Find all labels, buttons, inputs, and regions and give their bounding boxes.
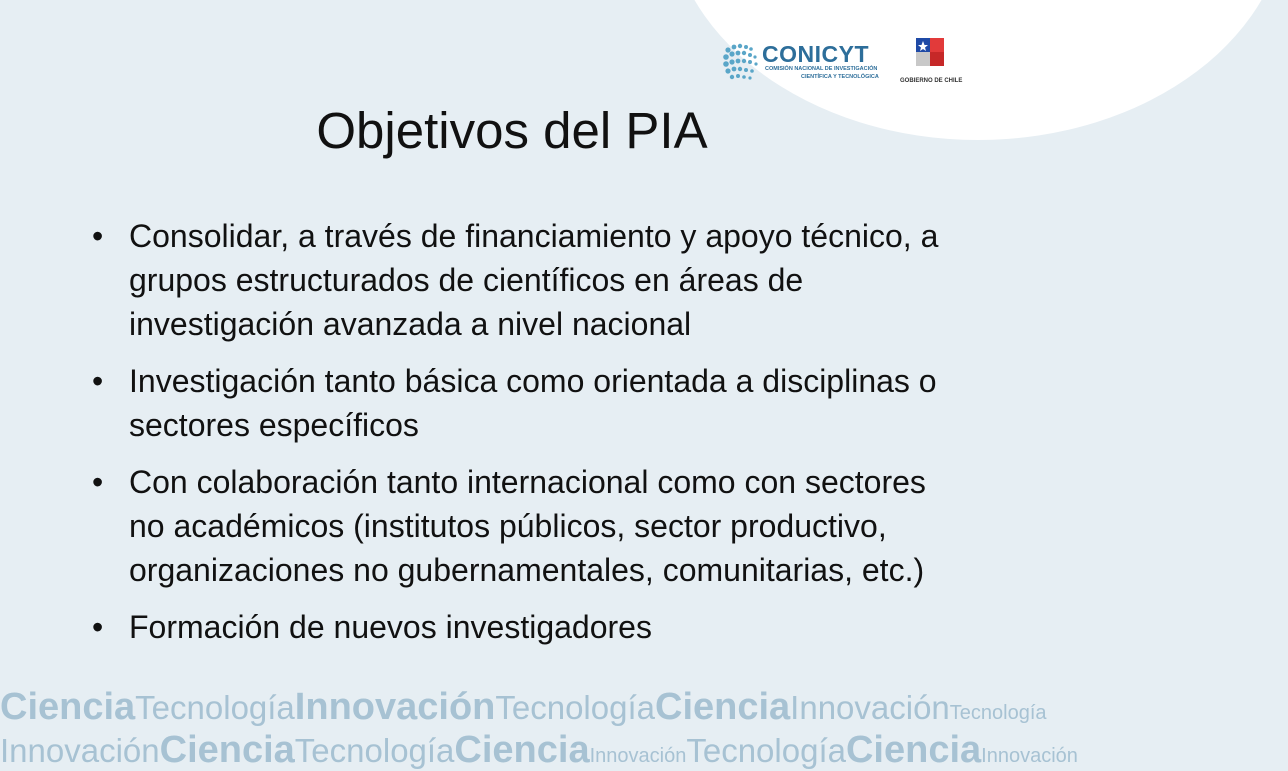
slide-title: Objetivos del PIA	[316, 102, 708, 159]
bullet-list	[92, 214, 952, 662]
watermark-word: Innovación	[981, 745, 1078, 767]
bullet-dot: •	[92, 609, 104, 645]
watermark-word: Innovación	[0, 732, 160, 769]
bullet-item	[92, 605, 952, 649]
watermark-word: Tecnología	[135, 689, 295, 726]
bullet-dot: •	[92, 218, 104, 254]
watermark-word: Tecnología	[294, 732, 455, 769]
bullet-item	[92, 214, 952, 346]
watermark-word: Innovación	[790, 689, 950, 726]
bullet-dot: •	[92, 464, 104, 500]
bullet-item	[92, 460, 952, 592]
bullet-text: Investigación tanto básica como orientada a disciplinas o sectores específicos	[129, 363, 937, 443]
watermark-word: Ciencia	[655, 686, 791, 728]
watermark-line-1	[0, 688, 1047, 726]
gobierno-de-chile-logo	[900, 34, 963, 86]
watermark-line-2	[0, 731, 1078, 769]
conicyt-logo	[722, 40, 892, 88]
bullet-item	[92, 359, 952, 447]
watermark-word: Innovación	[589, 745, 687, 767]
watermark-word: Ciencia	[159, 729, 295, 771]
bullet-text: Formación de nuevos investigadores	[129, 609, 652, 645]
watermark-word: Tecnología	[495, 689, 655, 726]
bullet-dot: •	[92, 363, 104, 399]
bullet-text: Con colaboración tanto internacional como con sectores no académicos (institutos públicos, sector productivo, organizaciones no gubernamentales, comunitarias, etc.)	[129, 464, 926, 588]
watermark-word: Tecnología	[686, 732, 846, 769]
watermark-word: Innovación	[294, 686, 496, 728]
watermark-word: Ciencia	[454, 729, 590, 771]
watermark-word: Ciencia	[0, 686, 136, 728]
chile-emblem-icon	[912, 34, 948, 74]
watermark-word: Tecnología	[949, 702, 1047, 724]
watermark-word: Ciencia	[845, 729, 982, 771]
conicyt-subtitle-line1: COMISIÓN NACIONAL DE INVESTIGACIÓN	[765, 66, 878, 72]
bullet-text: Consolidar, a través de financiamiento y apoyo técnico, a grupos estructurados de científicos en áreas de investigación avanzada a nivel nacional	[129, 218, 939, 342]
conicyt-subtitle-line2: CIENTÍFICA Y TECNOLÓGICA	[801, 74, 879, 80]
gobierno-label: GOBIERNO DE CHILE	[900, 78, 963, 84]
conicyt-name: CONICYT	[762, 41, 869, 67]
watermark-band	[0, 676, 1078, 771]
conicyt-dots-icon	[722, 42, 762, 86]
